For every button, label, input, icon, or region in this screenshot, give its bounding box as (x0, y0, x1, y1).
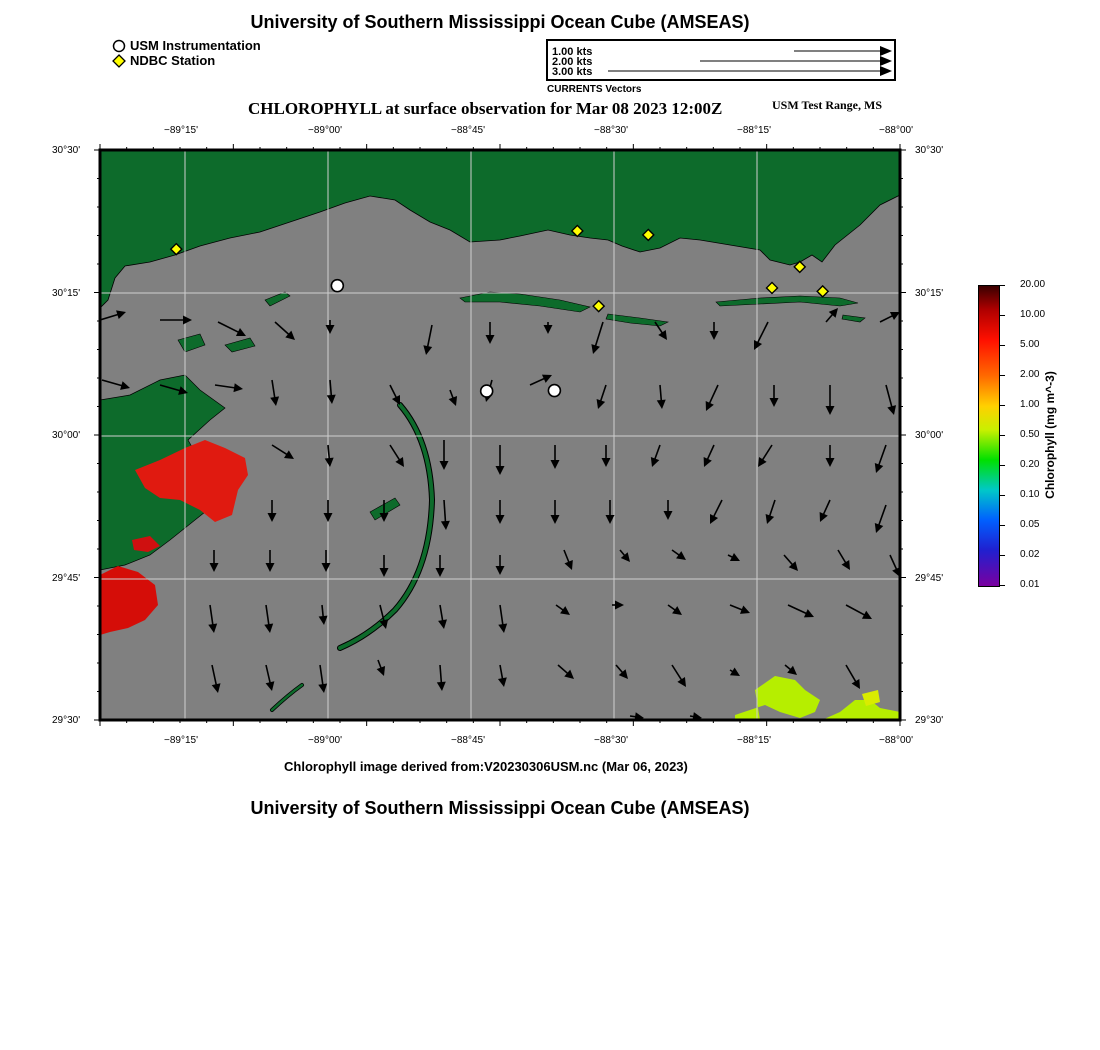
colorbar (978, 285, 1000, 587)
vector-label-1: 1.00 kts (552, 46, 593, 58)
lon-tick-top-3: −88°45' (451, 125, 485, 136)
colorbar-tick-label: 20.00 (1020, 279, 1046, 290)
lon-tick-bottom-1: −89°15' (164, 735, 198, 746)
colorbar-tick-label: 0.01 (1020, 579, 1040, 590)
colorbar-tick-mark (999, 435, 1005, 436)
colorbar-tick-label: 0.10 (1020, 489, 1040, 500)
lon-tick-bottom-2: −89°00' (308, 735, 342, 746)
legend-usm-label: USM Instrumentation (130, 38, 261, 53)
colorbar-tick-mark (999, 585, 1005, 586)
legend-usm (112, 38, 261, 53)
marker-legend (112, 38, 261, 68)
colorbar-tick-label: 5.00 (1020, 339, 1040, 350)
lat-tick-left-3: 30°00' (52, 430, 81, 441)
map-subtitle: CHLOROPHYLL at surface observation for Mar 08 2023 12:00Z (248, 99, 723, 118)
lon-tick-top-2: −89°00' (308, 125, 342, 136)
vector-caption: CURRENTS Vectors (547, 84, 642, 95)
usm-instrument-marker (548, 385, 560, 397)
colorbar-tick-label: 0.05 (1020, 519, 1040, 530)
legend-ndbc-label: NDBC Station (130, 53, 216, 68)
colorbar-tick-mark (999, 405, 1005, 406)
usm-instrument-marker (481, 385, 493, 397)
colorbar-tick-label: 1.00 (1020, 399, 1040, 410)
white-circle-icon (112, 39, 126, 53)
colorbar-tick-label: 0.02 (1020, 549, 1040, 560)
colorbar-tick-mark (999, 465, 1005, 466)
colorbar-tick-mark (999, 555, 1005, 556)
lon-tick-bottom-4: −88°30' (594, 735, 628, 746)
footer-title: University of Southern Mississippi Ocean Cube (AMSEAS) (250, 798, 750, 818)
chlorophyll-map (94, 144, 912, 728)
lat-tick-right-3: 30°00' (915, 430, 944, 441)
colorbar-tick-mark (999, 525, 1005, 526)
lon-tick-top-4: −88°30' (594, 125, 628, 136)
vector-scale-box (546, 39, 896, 81)
lon-tick-top-6: −88°00' (879, 125, 913, 136)
page-title: University of Southern Mississippi Ocean Cube (AMSEAS) (250, 12, 750, 32)
colorbar-tick-mark (999, 345, 1005, 346)
lat-tick-right-2: 30°15' (915, 288, 944, 299)
colorbar-tick-mark (999, 315, 1005, 316)
source-caption: Chlorophyll image derived from:V20230306USM.nc (Mar 06, 2023) (284, 759, 688, 774)
lat-tick-left-4: 29°45' (52, 573, 81, 584)
colorbar-tick-label: 2.00 (1020, 369, 1040, 380)
vector-scale-arrows (548, 41, 894, 79)
colorbar-tick-label: 0.50 (1020, 429, 1040, 440)
colorbar-label: Chlorophyll (mg m^-3) (1043, 371, 1057, 499)
lon-tick-bottom-6: −88°00' (879, 735, 913, 746)
colorbar-tick-label: 0.20 (1020, 459, 1040, 470)
vector-label-3: 3.00 kts (552, 66, 593, 78)
vector-label-2: 2.00 kts (552, 56, 593, 68)
lat-tick-right-1: 30°30' (915, 145, 944, 156)
lon-tick-top-1: −89°15' (164, 125, 198, 136)
colorbar-tick-mark (999, 495, 1005, 496)
region-label: USM Test Range, MS (772, 98, 883, 112)
colorbar-gradient (978, 285, 1000, 587)
colorbar-tick-mark (999, 375, 1005, 376)
lon-tick-bottom-3: −88°45' (451, 735, 485, 746)
colorbar-tick-label: 10.00 (1020, 309, 1046, 320)
lat-tick-right-5: 29°30' (915, 715, 944, 726)
usm-instrument-marker (331, 280, 343, 292)
lat-tick-left-1: 30°30' (52, 145, 81, 156)
lat-tick-left-5: 29°30' (52, 715, 81, 726)
lat-tick-left-2: 30°15' (52, 288, 81, 299)
lat-tick-right-4: 29°45' (915, 573, 944, 584)
colorbar-tick-mark (999, 285, 1005, 286)
yellow-diamond-icon (112, 54, 126, 68)
lon-tick-bottom-5: −88°15' (737, 735, 771, 746)
legend-ndbc (112, 53, 261, 68)
lon-tick-top-5: −88°15' (737, 125, 771, 136)
